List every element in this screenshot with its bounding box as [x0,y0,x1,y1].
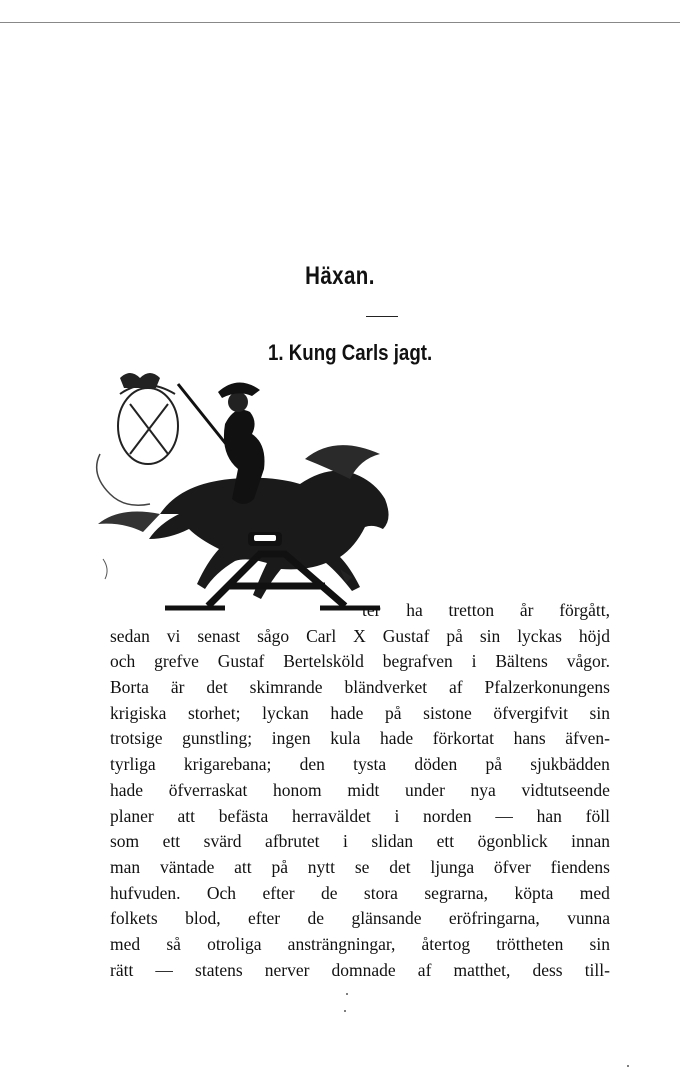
text-line: trotsige gunstling; ingen kula hade förkortat hans äfven- [110,728,610,749]
text-line: som ett svärd afbrutet i slidan ett ögonblick innan [110,831,610,852]
page-title: Häxan. [305,262,375,290]
text-line: med så otroliga ansträngningar, återtog tröttheten sin [110,933,610,954]
text-line: Borta är det skimrande bländverket af Pfalzerkonungens [110,677,610,698]
drop-cap-horseman-icon [90,364,410,614]
print-speck [344,1010,346,1012]
chapter-heading: 1. Kung Carls jagt. [268,340,433,365]
text-line: sedan vi senast sågo Carl X Gustaf på sin lyckas höjd [110,625,610,646]
text-line: man väntade att på nytt se det ljunga öfver fiendens [110,856,610,877]
page-top-rule [0,22,680,23]
text-line: krigiska storhet; lyckan hade på sistone öfvergifvit sin [110,702,610,723]
text-line: och grefve Gustaf Bertelsköld begrafven i Bältens vågor. [110,651,610,672]
body-text [110,598,610,983]
text-line: ter ha tretton år förgått, [362,600,610,620]
print-speck [627,1065,629,1067]
text-line: rätt — statens nerver domnade af matthet, dess till- [110,959,610,980]
print-speck [346,993,348,995]
text-line: hade öfverraskat honom midt under nya vidtutseende [110,779,610,800]
title-divider [366,316,398,317]
text-line: folkets blod, efter de glänsande eröfringarna, vunna [110,908,610,929]
text-line: planer att befästa herraväldet i norden — han föll [110,805,610,826]
text-line: hufvuden. Och efter de stora segrarna, köpta med [110,882,610,903]
text-line: tyrliga krigarebana; den tysta döden på sjukbädden [110,754,610,775]
